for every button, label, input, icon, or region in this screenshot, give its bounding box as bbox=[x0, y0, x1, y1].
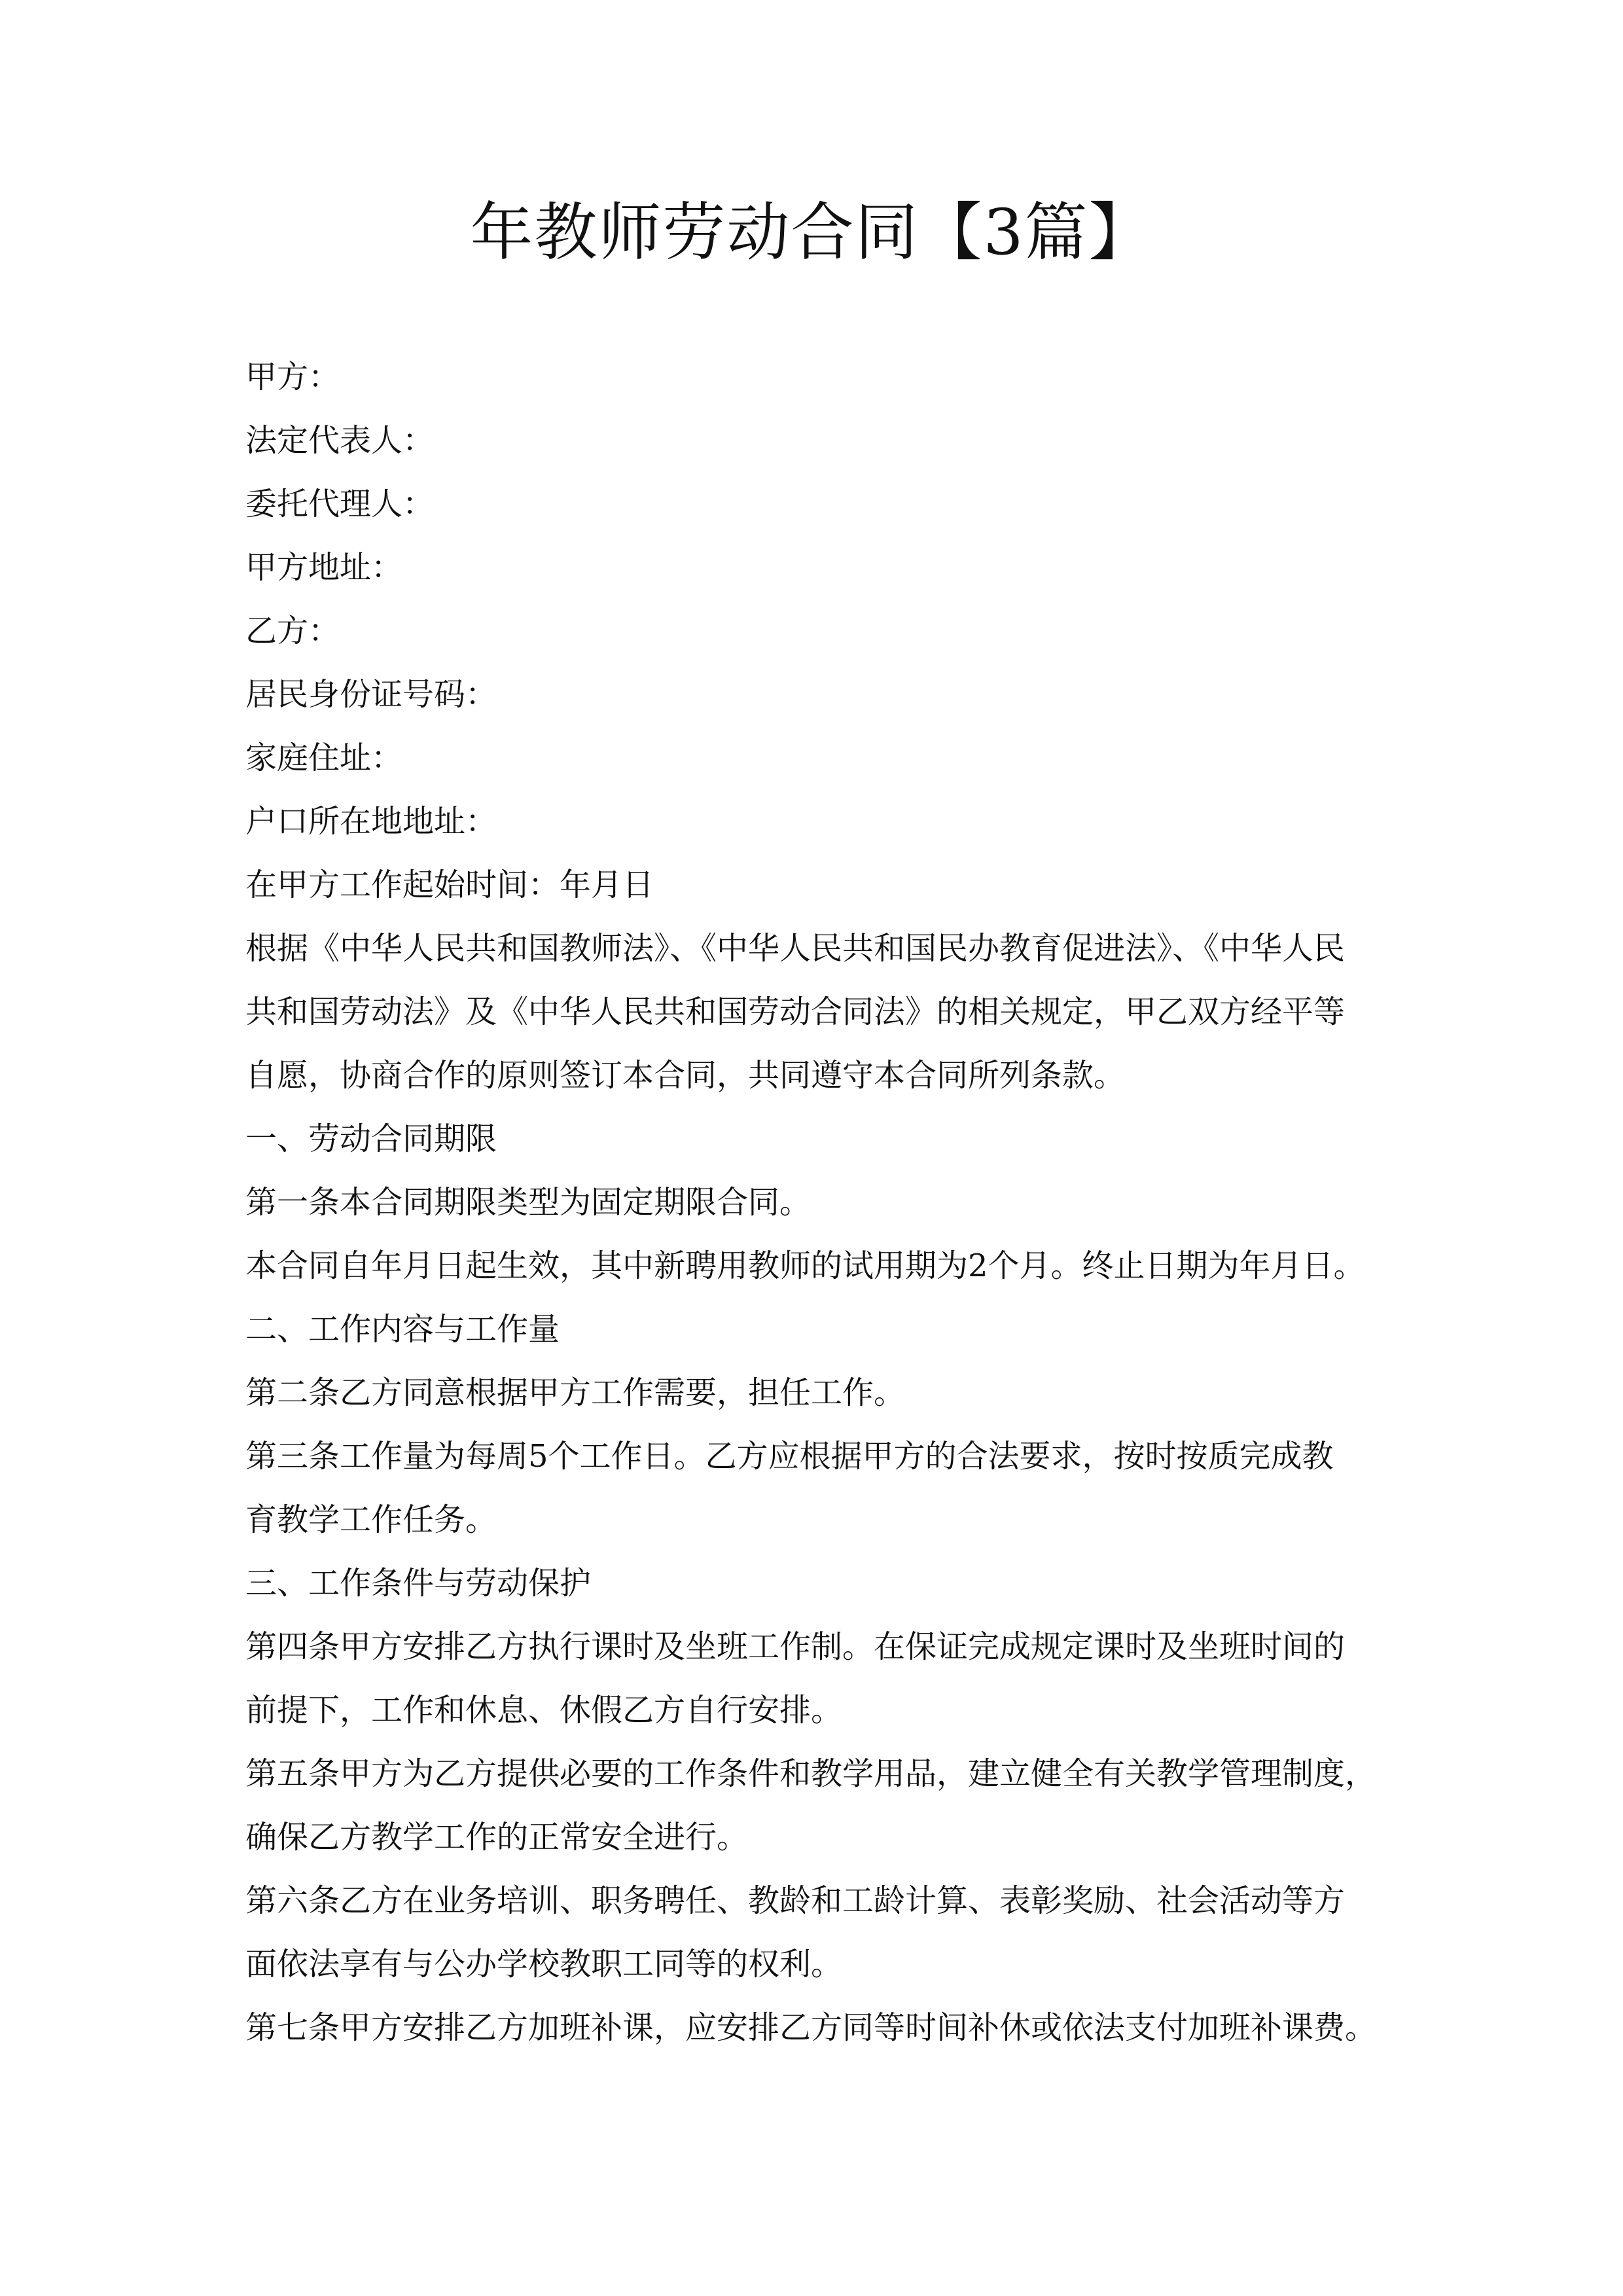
text-line: 乙方： bbox=[245, 613, 340, 649]
text-line: 育教学工作任务。 bbox=[245, 1501, 497, 1538]
text-line: 第二条乙方同意根据甲方工作需要，担任工作。 bbox=[245, 1374, 906, 1411]
text-line: 根据《中华人民共和国教师法》、《中华人民共和国民办教育促进法》、《中华人民 bbox=[245, 930, 1346, 967]
text-line: 第一条本合同期限类型为固定期限合同。 bbox=[245, 1184, 812, 1221]
text-line: 三、工作条件与劳动保护 bbox=[245, 1565, 592, 1602]
paragraph bbox=[245, 1107, 1397, 1171]
paragraph bbox=[245, 1425, 1397, 1552]
paragraph bbox=[245, 1552, 1397, 1615]
text-line: 第三条工作量为每周5个工作日。乙方应根据甲方的合法要求，按时按质完成教 bbox=[245, 1438, 1334, 1475]
text-line: 前提下，工作和休息、休假乙方自行安排。 bbox=[245, 1692, 843, 1729]
paragraph bbox=[245, 1171, 1397, 1234]
paragraph bbox=[245, 1361, 1397, 1425]
document-title: 年教师劳动合同【3篇】 bbox=[470, 196, 1153, 269]
paragraph bbox=[245, 600, 1397, 663]
paragraph bbox=[245, 726, 1397, 790]
paragraph bbox=[245, 1615, 1397, 1742]
paragraph bbox=[245, 1234, 1397, 1298]
paragraph bbox=[245, 1869, 1397, 1996]
paragraph bbox=[245, 663, 1397, 726]
text-line: 二、工作内容与工作量 bbox=[245, 1311, 560, 1348]
paragraph bbox=[245, 790, 1397, 853]
paragraph bbox=[245, 1996, 1397, 2060]
paragraph bbox=[245, 853, 1397, 917]
text-line: 家庭住址： bbox=[245, 740, 403, 776]
text-line: 法定代表人： bbox=[245, 422, 435, 459]
text-line: 甲方： bbox=[245, 359, 340, 395]
paragraph bbox=[245, 346, 1397, 409]
text-line: 本合同自年月日起生效，其中新聘用教师的试用期为2个月。终止日期为年月日。 bbox=[245, 1247, 1365, 1284]
text-line: 委托代理人： bbox=[245, 486, 435, 522]
text-line: 第七条甲方安排乙方加班补课，应安排乙方同等时间补休或依法支付加班补课费。 bbox=[245, 2009, 1377, 2046]
text-line: 第四条甲方安排乙方执行课时及坐班工作制。在保证完成规定课时及坐班时间的 bbox=[245, 1628, 1346, 1665]
text-line: 自愿，协商合作的原则签订本合同，共同遵守本合同所列条款。 bbox=[245, 1057, 1126, 1094]
paragraph bbox=[245, 536, 1397, 600]
paragraph bbox=[245, 917, 1397, 1107]
paragraph bbox=[245, 409, 1397, 473]
text-line: 甲方地址： bbox=[245, 549, 403, 586]
paragraph bbox=[245, 1298, 1397, 1361]
text-line: 居民身份证号码： bbox=[245, 676, 497, 713]
text-line: 面依法享有与公办学校教职工同等的权利。 bbox=[245, 1946, 843, 1982]
text-line: 第六条乙方在业务培训、职务聘任、教龄和工龄计算、表彰奖励、社会活动等方 bbox=[245, 1882, 1346, 1919]
paragraph bbox=[245, 473, 1397, 536]
text-line: 共和国劳动法》及《中华人民共和国劳动合同法》的相关规定，甲乙双方经平等 bbox=[245, 994, 1346, 1030]
text-line: 一、劳动合同期限 bbox=[245, 1121, 497, 1157]
text-line: 户口所在地地址： bbox=[245, 803, 497, 840]
text-line: 在甲方工作起始时间：年月日 bbox=[245, 867, 654, 903]
text-line: 确保乙方教学工作的正常安全进行。 bbox=[245, 1819, 749, 1856]
document-body bbox=[245, 346, 1397, 2060]
paragraph bbox=[245, 1742, 1397, 1869]
text-line: 第五条甲方为乙方提供必要的工作条件和教学用品，建立健全有关教学管理制度， bbox=[245, 1755, 1377, 1792]
